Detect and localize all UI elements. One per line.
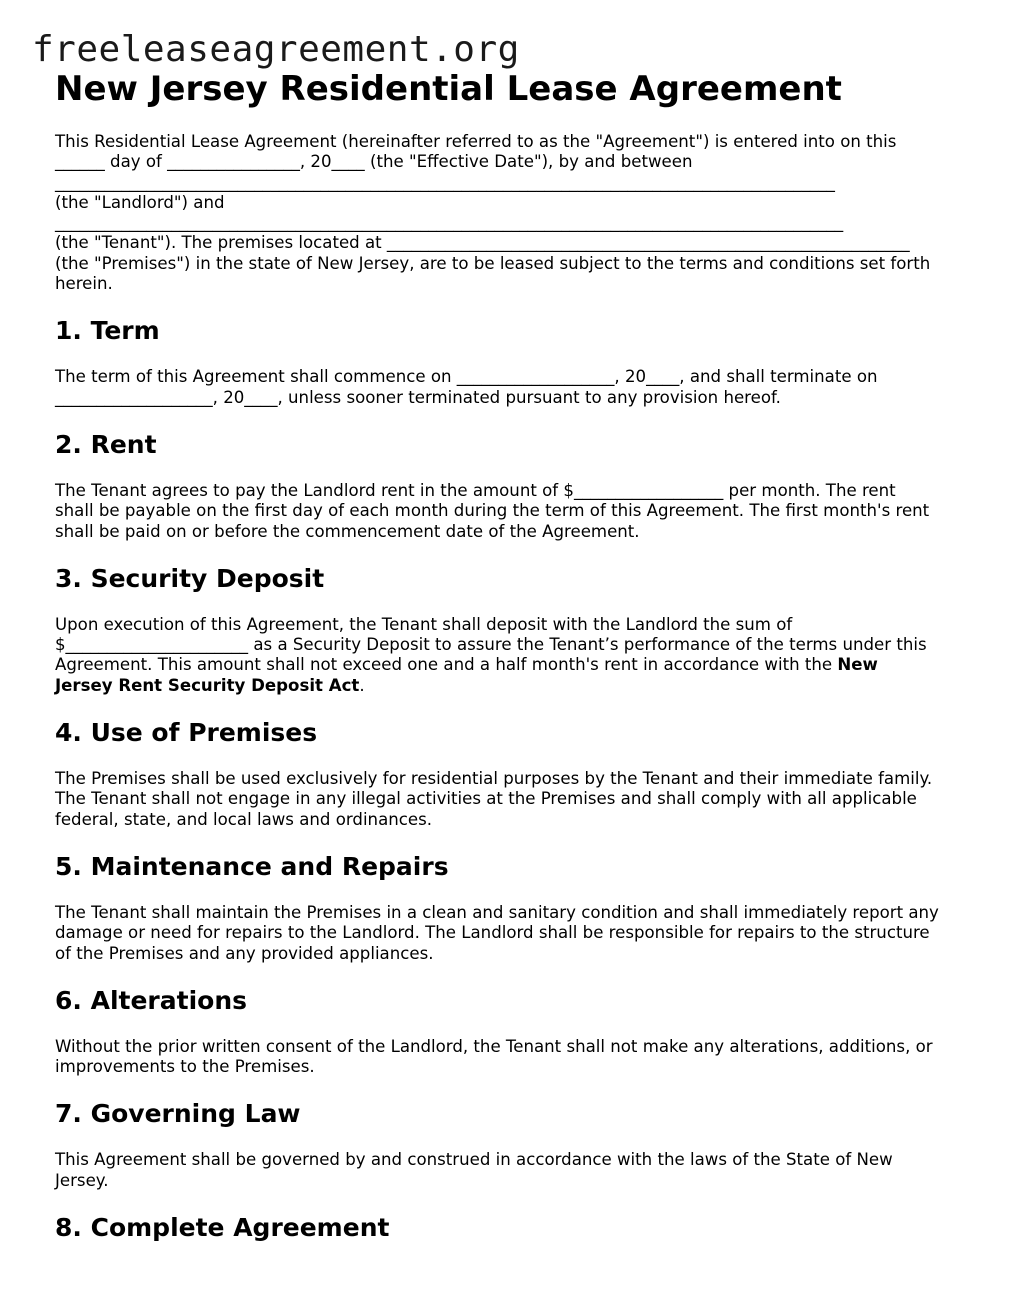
section-line: The term of this Agreement shall commence on ___________________, 20____, and shall terminate on [55,367,878,387]
section-heading: 2. Rent [55,429,157,459]
section-line: Jersey. [55,1170,109,1190]
section-heading: 3. Security Deposit [55,563,325,593]
section-body [55,1037,975,1078]
section-heading: 6. Alterations [55,985,247,1015]
landlord-name-blank: ______________________________________________________________________________________________ [55,172,835,192]
statute-name-part: New [837,655,878,675]
section-line: The Tenant shall not engage in any illegal activities at the Premises and shall comply with all applicable [55,789,917,809]
section-line: improvements to the Premises. [55,1057,315,1077]
section-line: of the Premises and any provided appliances. [55,943,434,963]
section-line [55,655,878,674]
tenant-name-blank: _______________________________________________________________________________________________ [55,213,844,233]
section-line: shall be payable on the first day of each month during the term of this Agreement. The first month's rent [55,501,930,521]
intro-line: (the "Landlord") and [55,192,225,212]
section-body [55,769,975,830]
section-line: This Agreement shall be governed by and construed in accordance with the laws of the State of New [55,1150,893,1170]
section-heading: 4. Use of Premises [55,718,318,748]
section-line: federal, state, and local laws and ordinances. [55,809,433,829]
section-heading: 7. Governing Law [55,1099,301,1129]
section-body [55,367,975,408]
section-body [55,615,975,696]
statute-name-part: Jersey Rent Security Deposit Act [55,675,360,695]
section-line: The Premises shall be used exclusively for residential purposes by the Tenant and their immediate family. [55,769,933,789]
section-heading: 5. Maintenance and Repairs [55,851,449,881]
section-body [55,1150,975,1191]
section-heading: 8. Complete Agreement [55,1213,390,1243]
section-line: Upon execution of this Agreement, the Tenant shall deposit with the Landlord the sum of [55,614,793,634]
intro-line: herein. [55,274,113,294]
intro-paragraph [55,132,975,294]
section-body [55,481,975,542]
document-content [55,66,975,1245]
section-line: shall be paid on or before the commencement date of the Agreement. [55,521,640,541]
intro-line: ______ day of ________________, 20____ (the "Effective Date"), by and between [55,152,693,172]
intro-line: (the "Tenant"). The premises located at _______________________________________________________________ [55,233,910,253]
section-line [55,676,365,695]
watermark-text: freeleaseagreement.org [32,29,520,70]
section-body [55,903,975,964]
section-security-deposit [55,562,975,696]
section-line: The Tenant agrees to pay the Landlord rent in the amount of $__________________ per month. The rent [55,480,896,500]
section-complete-agreement [55,1211,975,1245]
section-line: $______________________ as a Security Deposit to assure the Tenant’s performance of the terms under this [55,635,927,655]
section-rent [55,428,975,542]
section-term [55,314,975,408]
section-alterations [55,984,975,1078]
section-text: Agreement. This amount shall not exceed one and a half month's rent in accordance with the [55,655,838,675]
document-title: New Jersey Residential Lease Agreement [55,69,842,109]
intro-line: This Residential Lease Agreement (hereinafter referred to as the "Agreement") is entered into on this [55,132,897,151]
section-maintenance-repairs [55,850,975,964]
section-use-of-premises [55,716,975,830]
section-line: Without the prior written consent of the Landlord, the Tenant shall not make any alterations, additions, or [55,1036,933,1056]
section-governing-law [55,1097,975,1191]
section-line: damage or need for repairs to the Landlord. The Landlord shall be responsible for repairs to the structure [55,923,930,943]
section-line: The Tenant shall maintain the Premises in a clean and sanitary condition and shall immediately report any [55,902,939,922]
section-line: ___________________, 20____, unless sooner terminated pursuant to any provision hereof. [55,387,781,407]
section-heading: 1. Term [55,316,160,346]
section-text: . [359,675,365,695]
intro-line: (the "Premises") in the state of New Jersey, are to be leased subject to the terms and conditions set forth [55,253,931,273]
